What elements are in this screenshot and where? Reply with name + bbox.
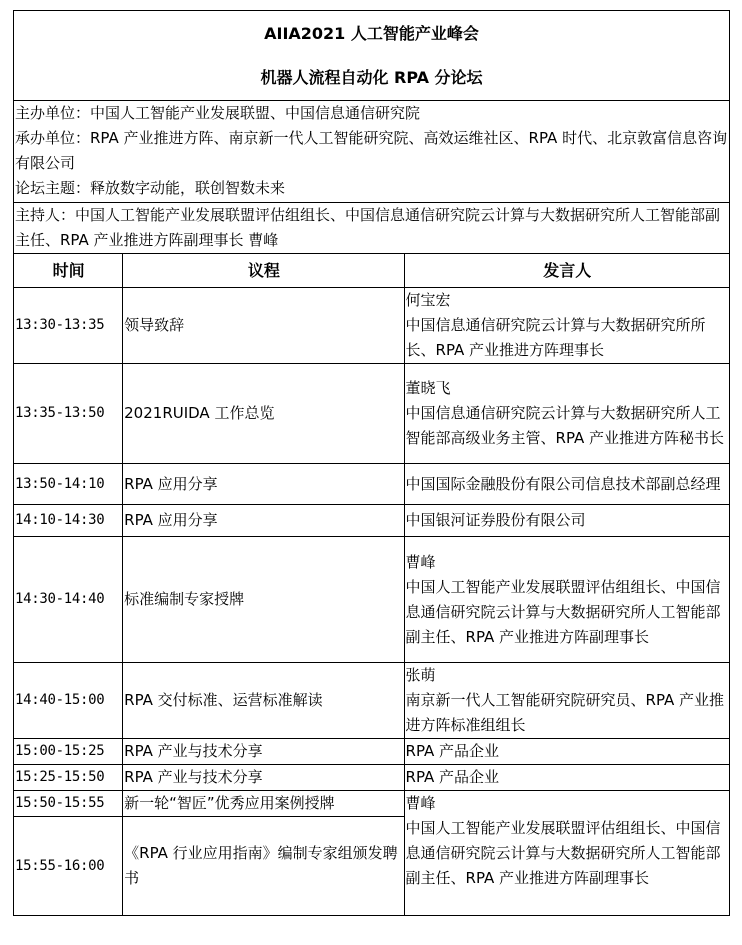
table-row (14, 537, 730, 663)
table-row (14, 765, 730, 791)
time-cell: 14:10-14:30 (14, 505, 123, 537)
speaker-cell (404, 364, 729, 464)
time-cell: 13:50-14:10 (14, 464, 123, 505)
speaker-cell (404, 765, 729, 791)
speaker-title: 中国人工智能产业发展联盟评估组组长、中国信息通信研究院云计算与大数据研究所人工智能部副主任、RPA 产业推进方阵副理事长 (405, 577, 721, 646)
speaker-cell (404, 288, 729, 364)
time-cell: 15:55-16:00 (14, 817, 123, 916)
title-row (14, 11, 730, 101)
speaker-cell (404, 739, 729, 765)
organizer-text: 主办单位：中国人工智能产业发展联盟、中国信息通信研究院 (15, 104, 421, 122)
speaker-name: 曹峰 (405, 552, 436, 571)
table-row (14, 364, 730, 464)
document-subtitle: 机器人流程自动化 RPA 分论坛 (260, 67, 483, 87)
agenda-cell: RPA 应用分享 (123, 464, 404, 505)
table-row (14, 739, 730, 765)
agenda-cell: RPA 产业与技术分享 (123, 765, 404, 791)
speaker-title: RPA 产品企业 (405, 768, 500, 786)
agenda-cell: 新一轮“智匠”优秀应用案例授牌 (123, 791, 404, 817)
title-block (14, 11, 730, 101)
agenda-cell: 领导致辞 (123, 288, 404, 364)
host-block (14, 203, 730, 254)
speaker-title: 中国信息通信研究院云计算与大数据研究所所长、RPA 产业推进方阵理事长 (405, 316, 706, 359)
agenda-document (13, 10, 730, 916)
time-cell: 13:35-13:50 (14, 364, 123, 464)
agenda-cell: RPA 产业与技术分享 (123, 739, 404, 765)
speaker-cell-merged (404, 791, 729, 916)
speaker-cell (404, 537, 729, 663)
speaker-title: 中国国际金融股份有限公司信息技术部副总经理 (405, 474, 721, 493)
header-speaker: 发言人 (404, 254, 729, 288)
theme-text: 论坛主题：释放数字动能，联创智数未来 (15, 179, 286, 197)
time-cell: 13:30-13:35 (14, 288, 123, 364)
agenda-cell: 《RPA 行业应用指南》编制专家组颁发聘书 (123, 817, 404, 916)
agenda-cell: RPA 交付标准、运营标准解读 (123, 663, 404, 739)
time-cell: 14:40-15:00 (14, 663, 123, 739)
table-header-row (14, 254, 730, 288)
agenda-cell: 标准编制专家授牌 (123, 537, 404, 663)
time-cell: 15:50-15:55 (14, 791, 123, 817)
co-organizer-text: 承办单位：RPA 产业推进方阵、南京新一代人工智能研究院、高效运维社区、RPA 时代、北京敦富信息咨询有限公司 (15, 129, 728, 172)
agenda-cell: RPA 应用分享 (123, 505, 404, 537)
time-cell: 15:25-15:50 (14, 765, 123, 791)
speaker-name: 何宝宏 (405, 291, 451, 309)
table-row (14, 663, 730, 739)
time-cell: 15:00-15:25 (14, 739, 123, 765)
info-row (14, 101, 730, 203)
header-agenda: 议程 (123, 254, 404, 288)
speaker-title: 南京新一代人工智能研究院研究员、RPA 产业推进方阵标准组组长 (405, 691, 725, 734)
table-row (14, 288, 730, 364)
speaker-title: 中国信息通信研究院云计算与大数据研究所人工智能部高级业务主管、RPA 产业推进方阵秘书长 (405, 404, 725, 447)
header-time: 时间 (14, 254, 123, 288)
document-title: AIIA2021 人工智能产业峰会 (264, 23, 479, 43)
speaker-name: 张萌 (405, 666, 436, 684)
host-row (14, 203, 730, 254)
speaker-name: 董晓飞 (405, 379, 451, 397)
table-row (14, 791, 730, 817)
host-text: 主持人：中国人工智能产业发展联盟评估组组长、中国信息通信研究院云计算与大数据研究所人工智能部副主任、RPA 产业推进方阵副理事长 曹峰 (15, 206, 721, 249)
speaker-cell (404, 464, 729, 505)
info-block (14, 101, 730, 203)
speaker-title: 中国人工智能产业发展联盟评估组组长、中国信息通信研究院云计算与大数据研究所人工智能部副主任、RPA 产业推进方阵副理事长 (405, 819, 721, 887)
speaker-name: 曹峰 (405, 794, 436, 812)
time-cell: 14:30-14:40 (14, 537, 123, 663)
table-row (14, 505, 730, 537)
speaker-title: 中国银河证券股份有限公司 (405, 511, 586, 529)
speaker-cell (404, 505, 729, 537)
agenda-table (13, 10, 730, 916)
speaker-title: RPA 产品企业 (405, 742, 500, 760)
table-row (14, 464, 730, 505)
agenda-cell: 2021RUIDA 工作总览 (123, 364, 404, 464)
speaker-cell (404, 663, 729, 739)
